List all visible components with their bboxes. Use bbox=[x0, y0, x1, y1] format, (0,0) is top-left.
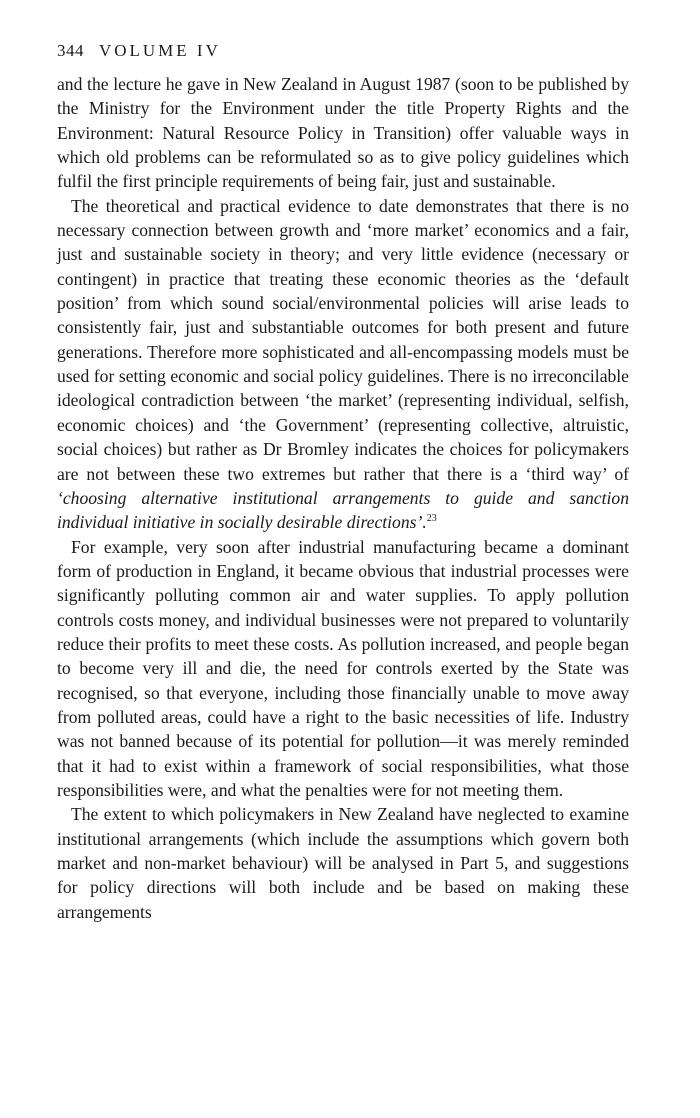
running-head bbox=[57, 40, 629, 62]
paragraph-3 bbox=[57, 535, 629, 803]
page-number: 344 bbox=[57, 41, 84, 60]
book-page bbox=[57, 40, 629, 924]
paragraph-1 bbox=[57, 72, 629, 194]
footnote-reference: 23 bbox=[426, 513, 437, 525]
paragraph-3-text: For example, very soon after industrial manufacturing became a dominant form of production in England, it became obvious that industrial processes were significantly polluting common air and water supplies. To apply pollution controls costs money, and individual businesses were not prepared to voluntarily reduce their profits to meet these costs. As pollution increased, and people began to become very ill and die, the need for controls exerted by the State was recognised, so that everyone, including those financially unable to move away from polluted areas, could have a right to the basic necessities of life. Industry was not banned because of its potential for pollution—it was merely reminded that it had to exist within a framework of social responsibilities, what those responsibilities were, and what the penalties were for not meeting them. bbox=[57, 536, 629, 800]
volume-title: VOLUME IV bbox=[98, 41, 221, 60]
paragraph-2 bbox=[57, 194, 629, 535]
paragraph-2-text: The theoretical and practical evidence to date demonstrates that there is no necessary connection between growth and ‘more market’ economics and a fair, just and sustainable society in theory; and very little evidence (necessary or contingent) in practice that treating these economic theories as the ‘default position’ from which sound social/environmental policies will arise leads to consistently fair, just and substantiable outcomes for both present and future generations. Therefore more sophisticated and all-encompassing models must be used for setting economic and social policy guidelines. There is no irreconcilable ideological contradiction between ‘the market’ (representing individual, selfish, economic choices) and ‘the Government’ (representing collective, altruistic, social choices) but rather as Dr Bromley indicates the choices for policymakers are not between these two extremes but rather that there is a ‘third way’ of bbox=[57, 195, 629, 484]
paragraph-1-text: and the lecture he gave in New Zealand in August 1987 (soon to be published by the Ministry for the Environment under the title Property Rights and the Environment: Natural Resource Policy in Transition) offer valuable ways in which old problems can be reformulated so as to give policy guidelines which fulfil the first principle requirements of being fair, just and sustainable. bbox=[57, 74, 629, 192]
paragraph-2-quotation: ‘choosing alternative institutional arrangements to guide and sanction individual initiative in socially desirable directions’. bbox=[57, 487, 629, 533]
paragraph-4 bbox=[57, 802, 629, 924]
paragraph-4-text: The extent to which policymakers in New Zealand have neglected to examine institutional arrangements (which include the assumptions which govern both market and non-market behaviour) will be analysed in Part 5, and suggestions for policy directions will both include and be based on making these arrangements bbox=[57, 804, 629, 922]
